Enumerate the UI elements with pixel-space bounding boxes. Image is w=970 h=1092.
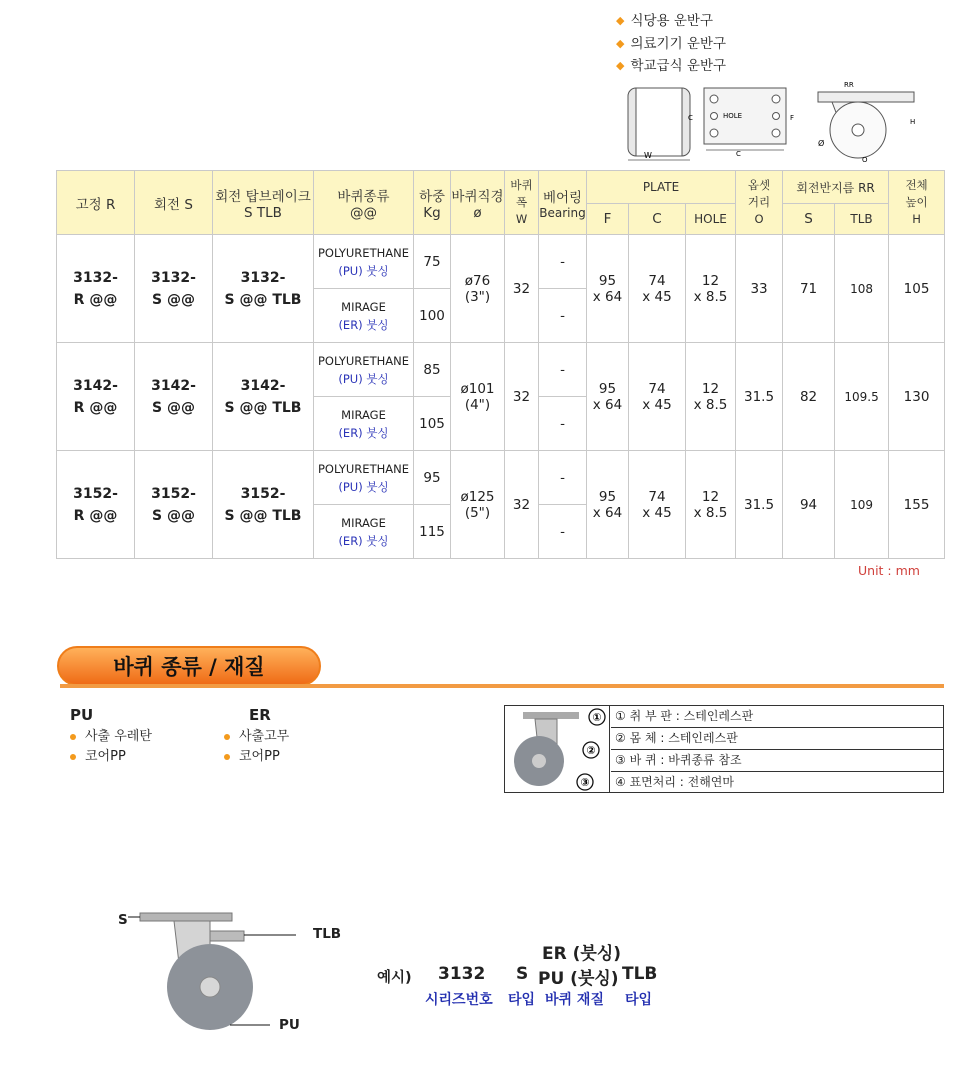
code-swivel: 3132- S @@	[135, 235, 213, 343]
svg-text:O: O	[862, 156, 868, 164]
wheel-type-cell: POLYURETHANE (PU) 붓싱	[314, 235, 414, 289]
plate-hole-cell: 12 x 8.5	[686, 343, 736, 451]
parts-table	[504, 705, 944, 793]
code-brake: 3152- S @@ TLB	[213, 451, 314, 559]
caster-drawing	[505, 706, 609, 792]
header-height: 전체 높이 H	[889, 171, 945, 235]
diamond-bullet-icon: ◆	[616, 36, 625, 50]
offset-cell: 31.5	[736, 343, 783, 451]
example-type-s: S	[516, 964, 529, 984]
plate-f-cell: 95 x 64	[587, 343, 629, 451]
header-diameter: 바퀴직경 ø	[451, 171, 505, 235]
svg-text:①: ①	[592, 711, 602, 724]
plate-f-cell: 95 x 64	[587, 451, 629, 559]
load-cell: 105	[414, 397, 451, 451]
part-row: ① 취 부 판 : 스테인레스판	[611, 706, 943, 728]
caster-part-image	[505, 706, 610, 792]
bullet-icon	[70, 734, 76, 740]
svg-text:C: C	[688, 114, 693, 122]
load-cell: 85	[414, 343, 451, 397]
diamond-bullet-icon: ◆	[616, 14, 625, 27]
width-cell: 32	[505, 451, 539, 559]
radius-tlb-cell: 109	[835, 451, 889, 559]
caption-type2: 타입	[625, 992, 653, 1008]
diameter-cell: ø76 (3")	[451, 235, 505, 343]
table-row	[57, 451, 945, 505]
offset-cell: 33	[736, 235, 783, 343]
material-er: ER 사출고무 코어PP	[249, 706, 289, 767]
header-swivel: 회전 S	[135, 171, 213, 235]
code-brake: 3142- S @@ TLB	[213, 343, 314, 451]
wheel-type-cell: MIRAGE (ER) 붓싱	[314, 505, 414, 559]
application-item: ◆ 식당용 운반구	[616, 10, 726, 33]
label-pu: PU	[279, 1017, 300, 1033]
part-row: ③ 바 퀴 : 바퀴종류 참조	[611, 750, 943, 772]
wheel-type-cell: MIRAGE (ER) 붓싱	[314, 289, 414, 343]
radius-tlb-cell: 109.5	[835, 343, 889, 451]
header-plate-f: F	[587, 204, 629, 235]
svg-text:W: W	[644, 151, 652, 160]
bullet-icon	[224, 754, 230, 760]
example-type-tlb: TLB	[622, 964, 658, 984]
list-item: 사출 우레탄	[70, 727, 152, 747]
example-prefix: 예시)	[377, 970, 412, 986]
label-s: S	[118, 912, 128, 928]
header-radius-s: S	[783, 204, 835, 235]
application-item: ◆ 의료기기 운반구	[616, 33, 726, 56]
list-item: 코어PP	[224, 747, 289, 767]
list-item: 코어PP	[70, 747, 152, 767]
list-item: 사출고무	[224, 727, 289, 747]
section-divider	[60, 684, 944, 688]
table-row	[57, 343, 945, 397]
svg-text:HOLE: HOLE	[723, 112, 743, 120]
bearing-cell: -	[539, 397, 587, 451]
svg-text:F: F	[790, 114, 795, 122]
wheel-side-drawing	[628, 88, 690, 160]
bearing-cell: -	[539, 235, 587, 289]
header-plate: PLATE	[587, 171, 736, 204]
header-offset: 옵셋 거리 O	[736, 171, 783, 235]
technical-drawings	[622, 80, 922, 164]
example-series: 3132	[438, 964, 486, 984]
header-load: 하중 Kg	[414, 171, 451, 235]
plate-drawing	[688, 88, 794, 158]
radius-s-cell: 94	[783, 451, 835, 559]
header-plate-hole: HOLE	[686, 204, 736, 235]
height-cell: 155	[889, 451, 945, 559]
svg-text:Ø: Ø	[818, 139, 825, 148]
load-cell: 115	[414, 505, 451, 559]
bearing-cell: -	[539, 343, 587, 397]
unit-note: Unit : mm	[858, 563, 920, 578]
plate-hole-cell: 12 x 8.5	[686, 451, 736, 559]
header-brake: 회전 탑브레이크 S TLB	[213, 171, 314, 235]
wheel-type-cell: POLYURETHANE (PU) 붓싱	[314, 451, 414, 505]
code-swivel: 3142- S @@	[135, 343, 213, 451]
example-material-pu: PU (붓싱)	[538, 969, 619, 989]
plate-c-cell: 74 x 45	[629, 235, 686, 343]
spec-table	[56, 170, 945, 559]
application-list	[616, 10, 726, 78]
header-bearing: 베어링 Bearing	[539, 171, 587, 235]
caption-material: 바퀴 재질	[545, 992, 604, 1008]
diameter-cell: ø101 (4")	[451, 343, 505, 451]
diameter-cell: ø125 (5")	[451, 451, 505, 559]
radius-s-cell: 82	[783, 343, 835, 451]
radius-s-cell: 71	[783, 235, 835, 343]
header-wheel-type: 바퀴종류 @@	[314, 171, 414, 235]
material-pu: PU 사출 우레탄 코어PP	[70, 706, 152, 767]
width-cell: 32	[505, 343, 539, 451]
bullet-icon	[70, 754, 76, 760]
header-fixed: 고정 R	[57, 171, 135, 235]
svg-text:H: H	[910, 118, 916, 126]
load-cell: 100	[414, 289, 451, 343]
code-fixed: 3132- R @@	[57, 235, 135, 343]
application-item: ◆ 학교급식 운반구	[616, 55, 726, 78]
svg-text:C: C	[736, 150, 741, 158]
load-cell: 95	[414, 451, 451, 505]
width-cell: 32	[505, 235, 539, 343]
bullet-icon	[224, 734, 230, 740]
diamond-bullet-icon: ◆	[616, 59, 625, 72]
part-row: ④ 표면처리 : 전해연마	[615, 775, 734, 789]
caption-series: 시리즈번호	[425, 992, 493, 1008]
header-plate-c: C	[629, 204, 686, 235]
plate-f-cell: 95 x 64	[587, 235, 629, 343]
height-cell: 130	[889, 343, 945, 451]
swivel-side-drawing	[818, 81, 915, 164]
svg-text:②: ②	[586, 744, 596, 757]
table-header-row	[57, 171, 945, 204]
label-tlb: TLB	[313, 926, 342, 942]
wheel-type-cell: MIRAGE (ER) 붓싱	[314, 397, 414, 451]
svg-text:RR: RR	[844, 81, 854, 89]
plate-hole-cell: 12 x 8.5	[686, 235, 736, 343]
part-row: ② 몸 체 : 스테인레스판	[611, 728, 943, 750]
bearing-cell: -	[539, 289, 587, 343]
code-brake: 3132- S @@ TLB	[213, 235, 314, 343]
code-fixed: 3152- R @@	[57, 451, 135, 559]
radius-tlb-cell: 108	[835, 235, 889, 343]
header-radius-tlb: TLB	[835, 204, 889, 235]
code-swivel: 3152- S @@	[135, 451, 213, 559]
offset-cell: 31.5	[736, 451, 783, 559]
table-row	[57, 235, 945, 289]
load-cell: 75	[414, 235, 451, 289]
svg-text:③: ③	[580, 776, 590, 789]
example-material-er: ER (붓싱)	[542, 944, 622, 964]
code-fixed: 3142- R @@	[57, 343, 135, 451]
header-width: 바퀴 폭 W	[505, 171, 539, 235]
header-radius: 회전반지름 RR	[783, 171, 889, 204]
caption-type: 타입	[508, 992, 536, 1008]
plate-c-cell: 74 x 45	[629, 451, 686, 559]
bearing-cell: -	[539, 451, 587, 505]
height-cell: 105	[889, 235, 945, 343]
plate-c-cell: 74 x 45	[629, 343, 686, 451]
wheel-type-cell: POLYURETHANE (PU) 붓싱	[314, 343, 414, 397]
bearing-cell: -	[539, 505, 587, 559]
section-title: 바퀴 종류 / 재질	[57, 646, 321, 686]
